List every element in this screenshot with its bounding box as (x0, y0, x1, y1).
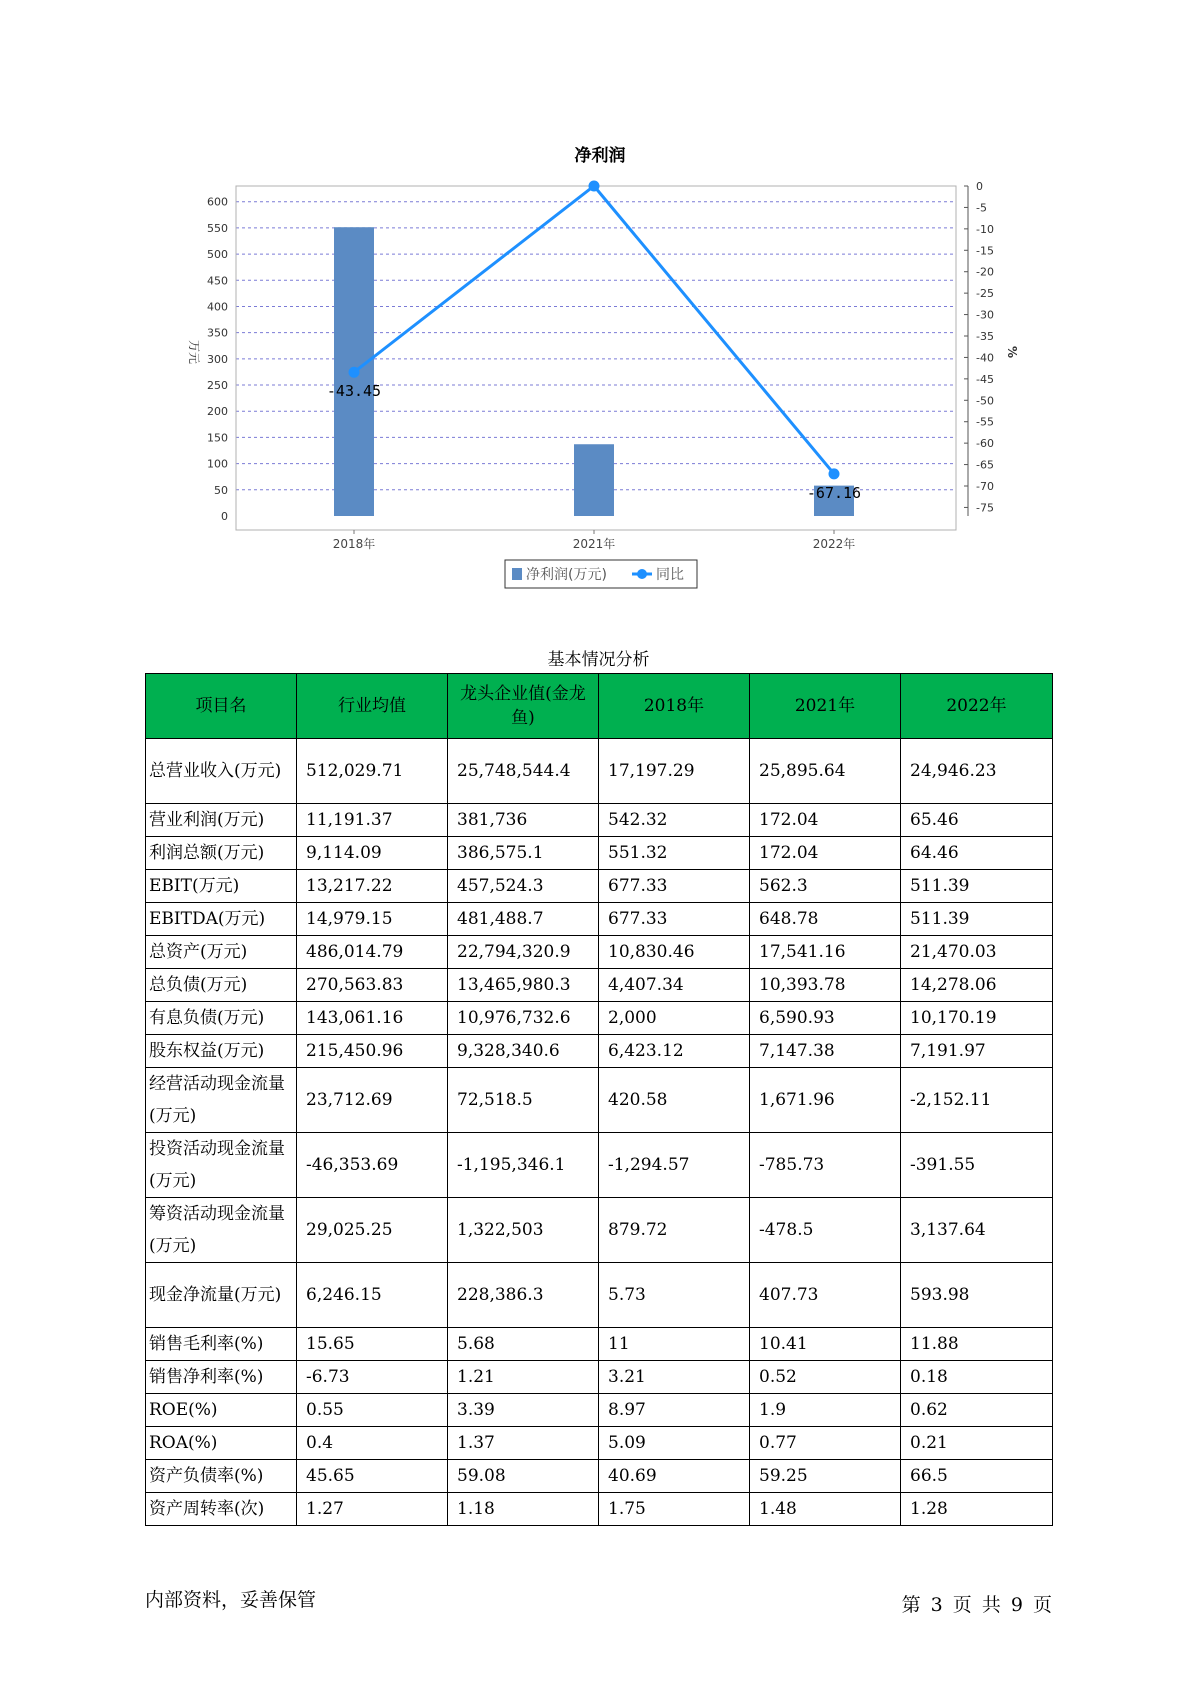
y2-tick-label: -40 (976, 351, 994, 365)
y-tick-label: 100 (207, 457, 228, 471)
value-cell: 593.98 (901, 1263, 1053, 1328)
value-cell: 17,541.16 (750, 936, 901, 969)
value-cell: 3.21 (599, 1361, 750, 1394)
table-row (146, 1002, 1053, 1035)
table-row (146, 870, 1053, 903)
value-cell: 64.46 (901, 837, 1053, 870)
row-label-cell: 经营活动现金流量(万元) (146, 1068, 297, 1133)
footer-page-number: 第 3 页 共 9 页 (901, 1594, 1052, 1616)
value-cell: 24,946.23 (901, 739, 1053, 804)
value-cell: 562.3 (750, 870, 901, 903)
row-label-cell: 有息负债(万元) (146, 1002, 297, 1035)
x-tick-label: 2018年 (332, 537, 376, 551)
value-cell: 13,217.22 (297, 870, 448, 903)
x-tick-label: 2021年 (572, 537, 616, 551)
y2-tick-label: -20 (976, 265, 994, 279)
y2-tick-label: -50 (976, 394, 994, 408)
value-cell: 7,191.97 (901, 1035, 1053, 1068)
bar-series (334, 227, 854, 516)
table-row (146, 1394, 1053, 1427)
yoy-line (354, 186, 834, 474)
value-cell: 648.78 (750, 903, 901, 936)
value-cell: 11,191.37 (297, 804, 448, 837)
value-cell: -6.73 (297, 1361, 448, 1394)
table-header-row (146, 674, 1053, 739)
value-cell: 15.65 (297, 1328, 448, 1361)
value-cell: 21,470.03 (901, 936, 1053, 969)
value-cell: 25,895.64 (750, 739, 901, 804)
yoy-data-label: -67.16 (806, 483, 862, 502)
y-tick-label: 300 (207, 352, 228, 366)
row-label-cell: 总营业收入(万元) (146, 739, 297, 804)
table-row (146, 1068, 1053, 1133)
column-header: 2021年 (750, 674, 901, 739)
table-row (146, 1035, 1053, 1068)
value-cell: 9,114.09 (297, 837, 448, 870)
table-row (146, 936, 1053, 969)
y2-tick-label: -35 (976, 330, 994, 343)
value-cell: 270,563.83 (297, 969, 448, 1002)
row-label-cell: 投资活动现金流量(万元) (146, 1133, 297, 1198)
footer-confidential-note: 内部资料，妥善保管 (145, 1589, 317, 1611)
value-cell: 1,322,503 (448, 1198, 599, 1263)
value-cell: 10,830.46 (599, 936, 750, 969)
y-tick-label: 50 (214, 483, 228, 497)
value-cell: 215,450.96 (297, 1035, 448, 1068)
value-cell: 29,025.25 (297, 1198, 448, 1263)
column-header: 2018年 (599, 674, 750, 739)
y-tick-label: 450 (207, 274, 228, 288)
y2-tick-label: -55 (976, 415, 994, 429)
row-label-cell: 总资产(万元) (146, 936, 297, 969)
row-label-cell: ROA(%) (146, 1427, 297, 1460)
y2-tick-label: 0 (976, 180, 983, 193)
yoy-data-label: -43.45 (326, 382, 382, 401)
value-cell: 1.9 (750, 1394, 901, 1427)
table-row (146, 739, 1053, 804)
y2-tick-label: -60 (976, 437, 994, 451)
value-cell: 172.04 (750, 837, 901, 870)
y-tick-label: 400 (207, 300, 228, 314)
table-row (146, 903, 1053, 936)
legend-line-label: 同比 (656, 567, 684, 583)
value-cell: 1,671.96 (750, 1068, 901, 1133)
y-axis-label: 万元 (187, 339, 201, 365)
table-row (146, 837, 1053, 870)
value-cell: 5.09 (599, 1427, 750, 1460)
value-cell: 407.73 (750, 1263, 901, 1328)
value-cell: 6,423.12 (599, 1035, 750, 1068)
value-cell: 45.65 (297, 1460, 448, 1493)
y-tick-label: 200 (207, 405, 228, 419)
y-tick-label: 600 (207, 195, 228, 209)
value-cell: 25,748,544.4 (448, 739, 599, 804)
y2-tick-label: -10 (976, 222, 994, 236)
value-cell: 879.72 (599, 1198, 750, 1263)
y2-axis-label: % (1005, 345, 1019, 359)
value-cell: 6,246.15 (297, 1263, 448, 1328)
value-cell: 0.52 (750, 1361, 901, 1394)
column-header: 2022年 (901, 674, 1053, 739)
y-tick-label: 250 (207, 379, 228, 393)
y2-tick-label: -65 (976, 458, 994, 472)
y-tick-label: 500 (207, 248, 228, 262)
value-cell: 11.88 (901, 1328, 1053, 1361)
row-label-cell: 筹资活动现金流量(万元) (146, 1198, 297, 1263)
table-row (146, 1328, 1053, 1361)
y2-tick-label: -15 (976, 244, 994, 258)
value-cell: 1.37 (448, 1427, 599, 1460)
table-row (146, 1361, 1053, 1394)
value-cell: 3,137.64 (901, 1198, 1053, 1263)
row-label-cell: 销售毛利率(%) (146, 1328, 297, 1361)
value-cell: -785.73 (750, 1133, 901, 1198)
legend-bar-swatch (512, 568, 522, 580)
net-profit-chart (0, 0, 1191, 600)
table-row (146, 1460, 1053, 1493)
y2-tick-label: -30 (976, 308, 994, 322)
row-label-cell: 销售净利率(%) (146, 1361, 297, 1394)
value-cell: -391.55 (901, 1133, 1053, 1198)
value-cell: 1.18 (448, 1493, 599, 1526)
y2-tick-label: -75 (976, 501, 994, 515)
row-label-cell: 现金净流量(万元) (146, 1263, 297, 1328)
analysis-table (145, 673, 1053, 1526)
y2-tick-label: -70 (976, 480, 994, 493)
legend-line-marker (637, 569, 647, 579)
value-cell: 59.25 (750, 1460, 901, 1493)
y2-tick-label: -25 (976, 287, 994, 301)
value-cell: 59.08 (448, 1460, 599, 1493)
x-tick-label: 2022年 (812, 537, 856, 551)
value-cell: 10,393.78 (750, 969, 901, 1002)
value-cell: 1.21 (448, 1361, 599, 1394)
table-row (146, 1263, 1053, 1328)
table-row (146, 804, 1053, 837)
value-cell: 8.97 (599, 1394, 750, 1427)
value-cell: 17,197.29 (599, 739, 750, 804)
bar (574, 444, 614, 516)
value-cell: -2,152.11 (901, 1068, 1053, 1133)
yoy-point (349, 367, 360, 378)
value-cell: 6,590.93 (750, 1002, 901, 1035)
value-cell: -1,195,346.1 (448, 1133, 599, 1198)
value-cell: 72,518.5 (448, 1068, 599, 1133)
value-cell: 65.46 (901, 804, 1053, 837)
value-cell: 10,976,732.6 (448, 1002, 599, 1035)
yoy-point (829, 468, 840, 479)
value-cell: 0.4 (297, 1427, 448, 1460)
value-cell: 66.5 (901, 1460, 1053, 1493)
value-cell: 677.33 (599, 903, 750, 936)
legend-bar-label: 净利润(万元) (526, 567, 607, 583)
value-cell: 3.39 (448, 1394, 599, 1427)
value-cell: 14,979.15 (297, 903, 448, 936)
row-label-cell: 营业利润(万元) (146, 804, 297, 837)
column-header: 行业均值 (297, 674, 448, 739)
value-cell: 143,061.16 (297, 1002, 448, 1035)
row-label-cell: ROE(%) (146, 1394, 297, 1427)
table-row (146, 969, 1053, 1002)
value-cell: 10,170.19 (901, 1002, 1053, 1035)
line-series (349, 181, 840, 480)
table-body (146, 739, 1053, 1526)
value-cell: 0.21 (901, 1427, 1053, 1460)
y-axis-ticks (207, 196, 228, 523)
row-label-cell: 利润总额(万元) (146, 837, 297, 870)
y2-tick-label: -5 (976, 201, 987, 215)
value-cell: 14,278.06 (901, 969, 1053, 1002)
value-cell: 5.68 (448, 1328, 599, 1361)
y2-tick-label: -45 (976, 372, 994, 386)
value-cell: 1.28 (901, 1493, 1053, 1526)
value-cell: 0.62 (901, 1394, 1053, 1427)
row-label-cell: 资产周转率(次) (146, 1493, 297, 1526)
y-tick-label: 550 (207, 221, 228, 235)
value-cell: 9,328,340.6 (448, 1035, 599, 1068)
value-cell: 7,147.38 (750, 1035, 901, 1068)
value-cell: 22,794,320.9 (448, 936, 599, 969)
y-tick-label: 150 (207, 431, 228, 445)
value-cell: 172.04 (750, 804, 901, 837)
value-cell: 10.41 (750, 1328, 901, 1361)
column-header: 龙头企业值(金龙鱼) (448, 674, 599, 739)
row-label-cell: EBIT(万元) (146, 870, 297, 903)
row-label-cell: 资产负债率(%) (146, 1460, 297, 1493)
value-cell: -1,294.57 (599, 1133, 750, 1198)
value-cell: 486,014.79 (297, 936, 448, 969)
table-row (146, 1427, 1053, 1460)
value-cell: 2,000 (599, 1002, 750, 1035)
value-cell: 677.33 (599, 870, 750, 903)
value-cell: 0.18 (901, 1361, 1053, 1394)
value-cell: 0.77 (750, 1427, 901, 1460)
yoy-point (589, 181, 600, 192)
value-cell: 0.55 (297, 1394, 448, 1427)
table-row (146, 1198, 1053, 1263)
value-cell: 542.32 (599, 804, 750, 837)
table-caption: 基本情况分析 (547, 650, 650, 670)
table-row (146, 1493, 1053, 1526)
value-cell: 4,407.34 (599, 969, 750, 1002)
value-cell: -478.5 (750, 1198, 901, 1263)
y-tick-label: 0 (221, 510, 228, 523)
value-cell: 511.39 (901, 903, 1053, 936)
value-cell: 420.58 (599, 1068, 750, 1133)
value-cell: -46,353.69 (297, 1133, 448, 1198)
value-cell: 1.48 (750, 1493, 901, 1526)
row-label-cell: EBITDA(万元) (146, 903, 297, 936)
table-row (146, 1133, 1053, 1198)
value-cell: 512,029.71 (297, 739, 448, 804)
legend (505, 560, 697, 588)
value-cell: 13,465,980.3 (448, 969, 599, 1002)
value-cell: 40.69 (599, 1460, 750, 1493)
row-label-cell: 股东权益(万元) (146, 1035, 297, 1068)
column-header: 项目名 (146, 674, 297, 739)
value-cell: 11 (599, 1328, 750, 1361)
value-cell: 1.27 (297, 1493, 448, 1526)
value-cell: 381,736 (448, 804, 599, 837)
value-cell: 481,488.7 (448, 903, 599, 936)
value-cell: 1.75 (599, 1493, 750, 1526)
value-cell: 5.73 (599, 1263, 750, 1328)
value-cell: 386,575.1 (448, 837, 599, 870)
value-cell: 23,712.69 (297, 1068, 448, 1133)
value-cell: 511.39 (901, 870, 1053, 903)
x-axis-ticks (333, 530, 856, 551)
y-tick-label: 350 (207, 326, 228, 340)
chart-title: 净利润 (574, 146, 626, 166)
row-label-cell: 总负债(万元) (146, 969, 297, 1002)
value-cell: 228,386.3 (448, 1263, 599, 1328)
value-cell: 551.32 (599, 837, 750, 870)
value-cell: 457,524.3 (448, 870, 599, 903)
